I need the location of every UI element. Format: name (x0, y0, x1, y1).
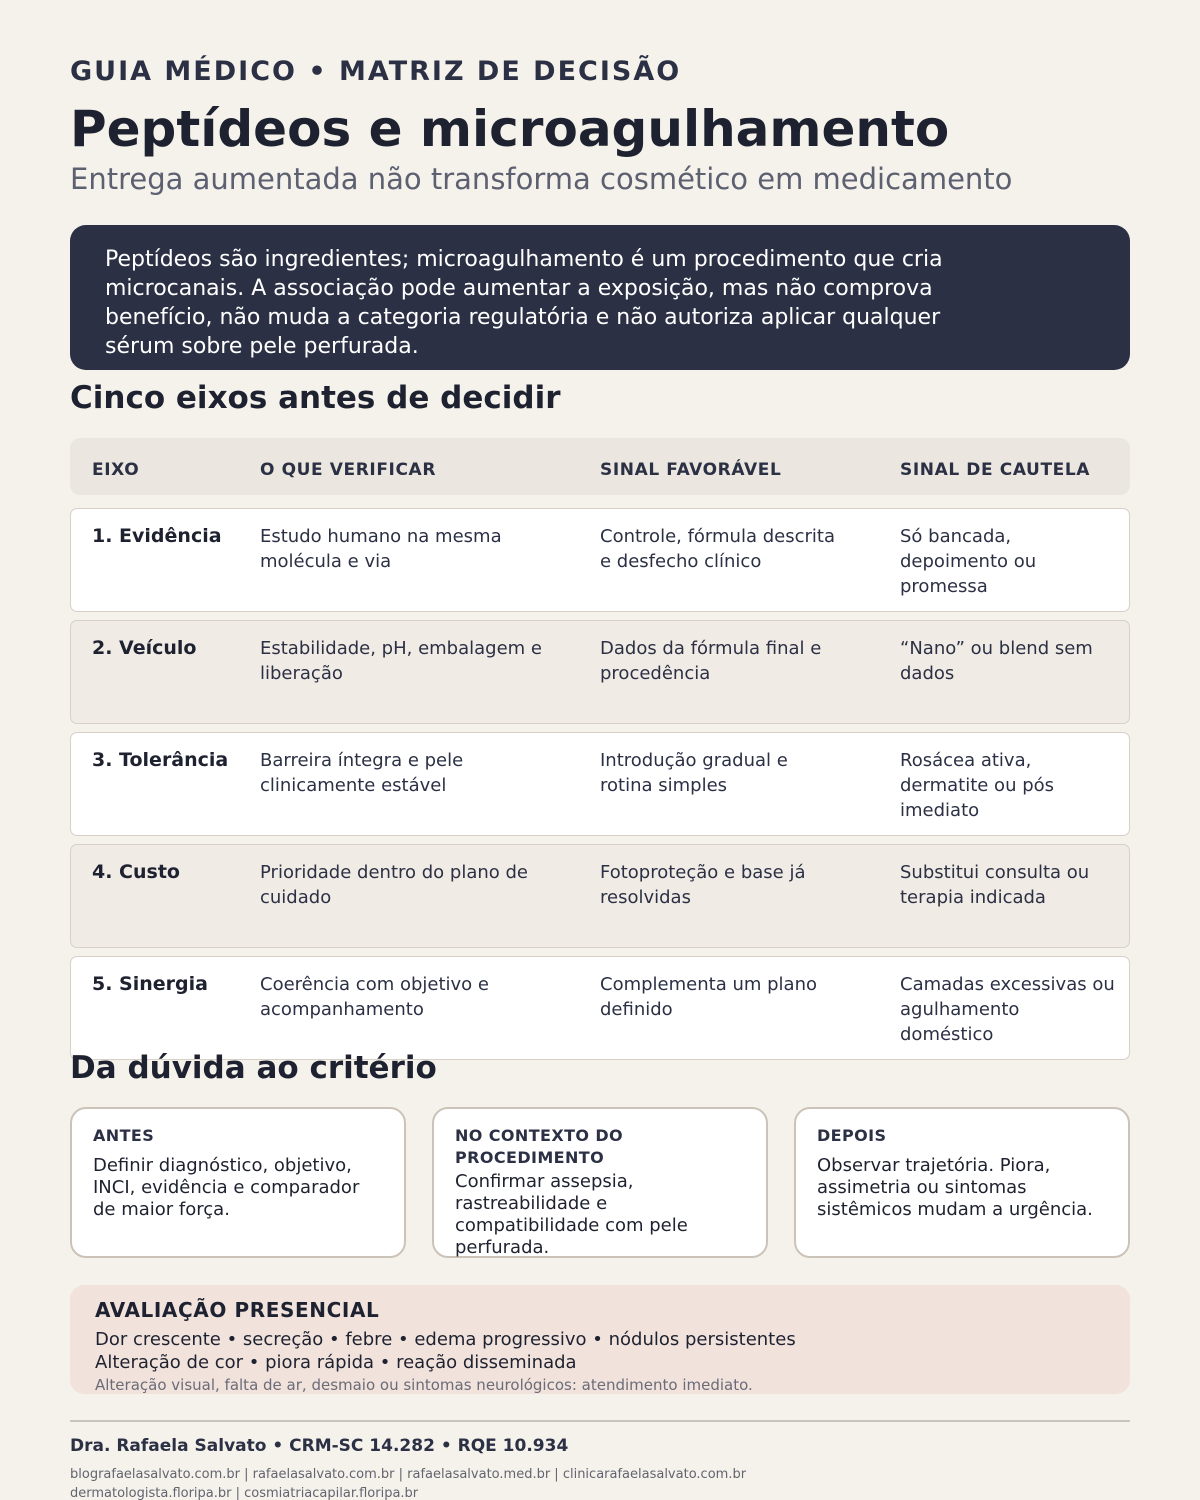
matrix-header (70, 438, 1130, 495)
caution-cell: Camadas excessivas ou agulhamento doméstico (900, 974, 1115, 1045)
card-procedimento (432, 1107, 768, 1258)
card-label: ANTES (93, 1126, 155, 1145)
card-depois (794, 1107, 1130, 1258)
verify-cell: Estabilidade, pH, embalagem e liberação (260, 638, 542, 684)
favorable-cell: Fotoproteção e base já resolvidas (600, 862, 806, 908)
card-text: Observar trajetória. Piora, assimetria ou sintomas sistêmicos mudam a urgência. (817, 1155, 1093, 1220)
alert-note: Alteração visual, falta de ar, desmaio ou sintomas neurológicos: atendimento imediato. (95, 1376, 753, 1394)
header-verificar: O QUE VERIFICAR (260, 460, 437, 480)
footer-links-line-1: blografaelasalvato.com.br | rafaelasalvato.com.br | rafaelasalvato.med.br | clinicarafaelasalvato.com.br (70, 1467, 747, 1482)
verify-cell: Prioridade dentro do plano de cuidado (260, 862, 528, 908)
axis-cell: 2. Veículo (92, 637, 197, 659)
footer-divider (70, 1420, 1130, 1422)
verify-cell: Barreira íntegra e pele clinicamente estável (260, 750, 464, 796)
card-text: Confirmar assepsia, rastreabilidade e compatibilidade com pele perfurada. (455, 1171, 688, 1258)
matrix-row (70, 620, 1130, 724)
card-text: Definir diagnóstico, objetivo, INCI, evidência e comparador de maior força. (93, 1155, 360, 1220)
axis-cell: 5. Sinergia (92, 973, 208, 995)
verify-cell: Coerência com objetivo e acompanhamento (260, 974, 489, 1020)
author-signature: Dra. Rafaela Salvato • CRM-SC 14.282 • RQE 10.934 (70, 1436, 569, 1456)
header-favoravel: SINAL FAVORÁVEL (600, 460, 782, 480)
header-cautela: SINAL DE CAUTELA (900, 460, 1091, 480)
alert-box (70, 1285, 1130, 1394)
kicker: GUIA MÉDICO • MATRIZ DE DECISÃO (70, 56, 682, 87)
header-eixo: EIXO (92, 460, 140, 480)
alert-title: AVALIAÇÃO PRESENCIAL (95, 1298, 380, 1322)
caution-cell: Rosácea ativa, dermatite ou pós imediato (900, 750, 1055, 821)
timeline-title: Da dúvida ao critério (70, 1050, 437, 1086)
caution-cell: Substitui consulta ou terapia indicada (900, 862, 1090, 908)
card-antes (70, 1107, 406, 1258)
favorable-cell: Controle, fórmula descrita e desfecho clínico (600, 526, 835, 572)
verify-cell: Estudo humano na mesma molécula e via (260, 526, 502, 572)
caution-cell: Só bancada, depoimento ou promessa (900, 526, 1037, 597)
matrix-row (70, 844, 1130, 948)
footer-links-line-2: dermatologista.floripa.br | cosmiatriacapilar.floripa.br (70, 1486, 419, 1500)
matrix-row (70, 956, 1130, 1060)
matrix-row (70, 508, 1130, 612)
page-subtitle: Entrega aumentada não transforma cosmético em medicamento (70, 162, 1013, 196)
axis-cell: 3. Tolerância (92, 749, 229, 771)
card-label: DEPOIS (817, 1126, 887, 1145)
axis-cell: 4. Custo (92, 861, 180, 883)
matrix-row (70, 732, 1130, 836)
footer-links (70, 1465, 746, 1500)
axis-cell: 1. Evidência (92, 525, 222, 547)
favorable-cell: Complementa um plano definido (600, 974, 817, 1020)
card-label: NO CONTEXTO DO PROCEDIMENTO (455, 1126, 624, 1167)
caution-cell: “Nano” ou blend sem dados (900, 638, 1093, 684)
alert-symptoms-1: Dor crescente • secreção • febre • edema progressivo • nódulos persistentes (95, 1329, 796, 1350)
matrix-title: Cinco eixos antes de decidir (70, 380, 561, 416)
lead-summary: Peptídeos são ingredientes; microagulhamento é um procedimento que cria microcanais. A associação pode aumentar a exposição, mas não comprova benefício, não muda a categoria regulatória e não autoriza aplicar qualquer sérum sobre pele perfurada. (70, 225, 1130, 370)
page-title: Peptídeos e microagulhamento (70, 100, 950, 158)
favorable-cell: Introdução gradual e rotina simples (600, 750, 788, 796)
favorable-cell: Dados da fórmula final e procedência (600, 638, 822, 684)
alert-symptoms-2: Alteração de cor • piora rápida • reação disseminada (95, 1352, 577, 1373)
